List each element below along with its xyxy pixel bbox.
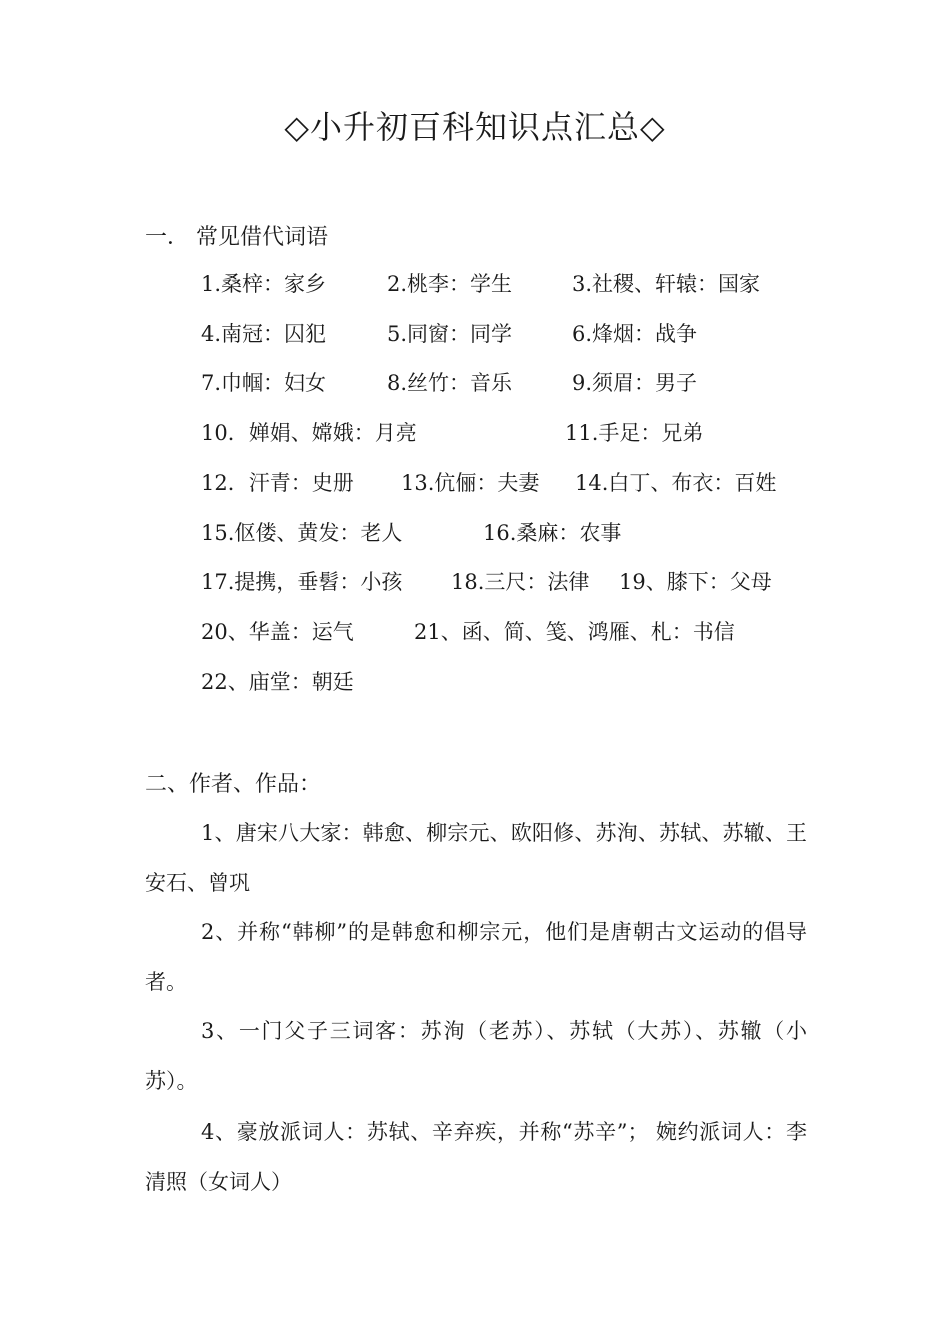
term-row [0,269,950,299]
term-item: 8.丝竹：音乐 [387,371,513,395]
section-heading-2: 二、作者、作品： [145,772,322,797]
paragraph: 4、豪放派词人：苏轼、辛弃疾，并称“苏辛”； 婉约派词人：李清照（女词人） [145,1120,807,1194]
paragraph: 3、一门父子三词客：苏洵（老苏）、苏轼（大苏）、苏辙（小苏）。 [145,1019,807,1093]
term-item: 6.烽烟：战争 [572,322,698,346]
term-item: 19、膝下：父母 [619,570,772,594]
term-item: 11.手足：兄弟 [565,421,704,445]
section-heading-1: 一． 常见借代词语 [145,225,328,250]
term-item: 2.桃李：学生 [387,272,513,296]
term-item: 20、华盖：运气 [201,620,354,644]
term-row [0,418,950,448]
term-row [0,319,950,349]
page-title: ◇小升初百科知识点汇总◇ [284,108,666,146]
term-item: 16.桑麻：农事 [483,521,622,545]
term-item: 7.巾帼：妇女 [201,371,327,395]
term-item: 5.同窗：同学 [387,322,513,346]
term-row [0,518,950,548]
term-item: 17.提携，垂髫：小孩 [201,570,403,594]
paragraph: 2、并称“韩柳”的是韩愈和柳宗元，他们是唐朝古文运动的倡导者。 [145,920,807,994]
term-item: 1.桑梓：家乡 [201,272,327,296]
term-item: 12．汗青：史册 [201,471,354,495]
term-row [0,567,950,597]
term-row [0,468,950,498]
term-row [0,617,950,647]
term-item: 22、庙堂：朝廷 [201,670,354,694]
term-item: 15.伛偻、黄发：老人 [201,521,403,545]
term-item: 14.白丁、布衣：百姓 [575,471,777,495]
term-item: 18.三尺：法律 [451,570,590,594]
term-item: 10．婵娟、嫦娥：月亮 [201,421,417,445]
term-row [0,667,950,697]
term-item: 3.社稷、轩辕：国家 [572,272,761,296]
term-item: 9.须眉：男子 [572,371,698,395]
term-item: 13.伉俪：夫妻 [401,471,540,495]
term-item: 21、函、简、笺、鸿雁、札：书信 [414,620,735,644]
term-row [0,368,950,398]
paragraph: 1、唐宋八大家：韩愈、柳宗元、欧阳修、苏洵、苏轼、苏辙、王安石、曾巩 [145,821,807,895]
term-item: 4.南冠：囚犯 [201,322,327,346]
